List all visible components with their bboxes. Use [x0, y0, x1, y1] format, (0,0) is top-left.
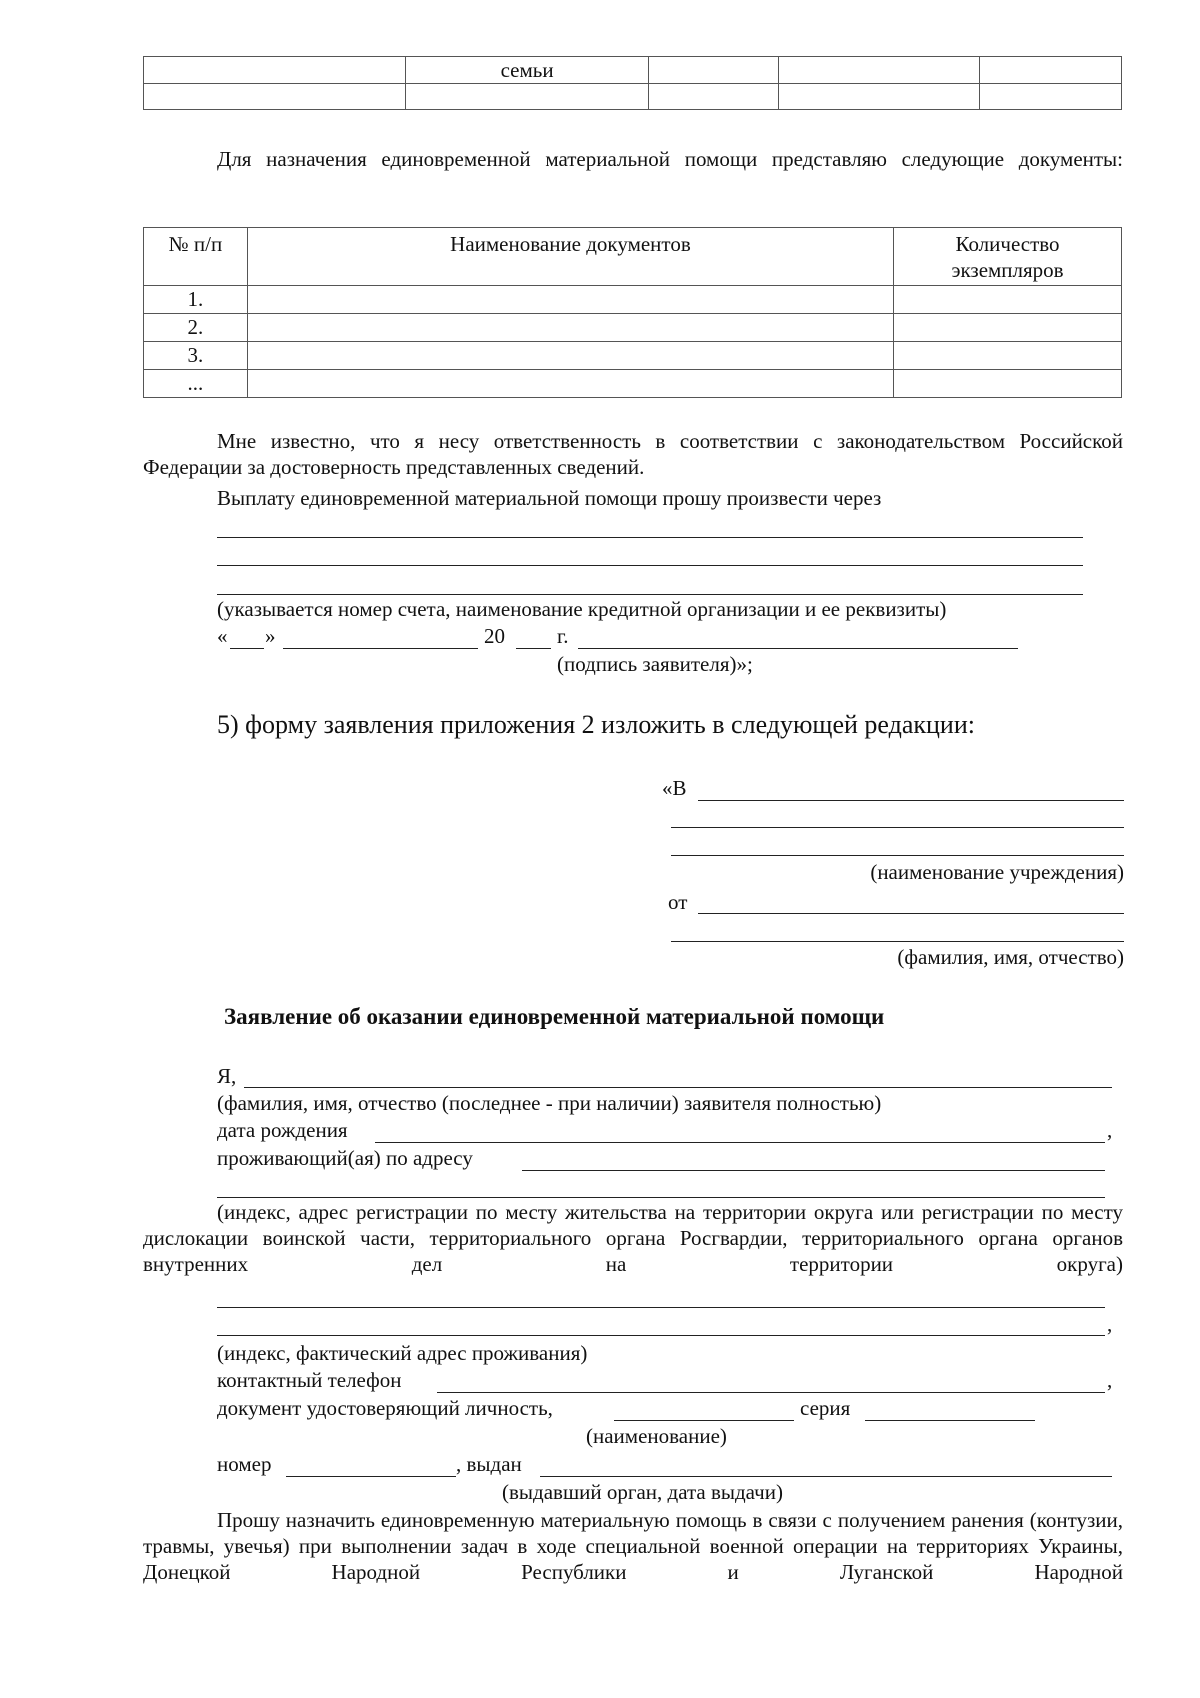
table-row	[144, 84, 1122, 110]
phone-label: контактный телефон	[217, 1368, 402, 1392]
item-5-heading: 5) форму заявления приложения 2 изложить в следующей редакции:	[217, 710, 975, 739]
address-field-2[interactable]	[217, 1197, 1105, 1198]
table-row	[144, 342, 1122, 370]
payment-line-3[interactable]	[217, 594, 1083, 595]
to-prefix: «В	[662, 776, 687, 800]
table-row	[144, 57, 1122, 84]
institution-line-3[interactable]	[671, 855, 1124, 856]
date-day-field[interactable]	[230, 648, 264, 649]
address-field[interactable]	[522, 1170, 1105, 1171]
row-quantity	[894, 314, 1122, 342]
row-quantity	[894, 286, 1122, 314]
actual-address-comma: ,	[1107, 1312, 1113, 1336]
fio-caption: (фамилия, имя, отчество)	[897, 945, 1124, 969]
table-cell: семьи	[405, 57, 649, 84]
issued-by-field[interactable]	[540, 1476, 1112, 1477]
payment-text: Выплату единовременной материальной помощи прошу произвести через	[217, 486, 882, 510]
header-number: № п/п	[144, 228, 248, 286]
header-doc-name: Наименование документов	[247, 228, 893, 286]
institution-caption: (наименование учреждения)	[870, 860, 1124, 884]
table-cell	[144, 84, 406, 110]
id-doc-name-field[interactable]	[614, 1420, 794, 1421]
row-number: ...	[144, 370, 248, 398]
from-line-1[interactable]	[698, 913, 1124, 914]
signature-caption: (подпись заявителя)»;	[557, 652, 753, 676]
date-open-quote: «	[217, 624, 228, 648]
actual-address-caption: (индекс, фактический адрес проживания)	[217, 1341, 588, 1365]
family-table	[143, 56, 1122, 110]
documents-table	[143, 227, 1122, 398]
table-row	[144, 370, 1122, 398]
form-title: Заявление об оказании единовременной материальной помощи	[224, 1004, 885, 1029]
phone-field[interactable]	[437, 1392, 1105, 1393]
number-field[interactable]	[286, 1476, 456, 1477]
applicant-name-field[interactable]	[244, 1087, 1112, 1088]
payment-line-1[interactable]	[217, 537, 1083, 538]
applicant-caption: (фамилия, имя, отчество (последнее - при наличии) заявителя полностью)	[217, 1091, 882, 1115]
table-cell	[649, 57, 779, 84]
table-cell	[779, 84, 980, 110]
request-text: Прошу назначить единовременную материальную помощь в связи с получением ранения (контузии, травмы, увечья) при выполнении задач в ходе специальной военной операции на территориях Украины, Донецкой Народной Республики и Луганской Народной	[143, 1508, 1123, 1584]
table-row	[144, 286, 1122, 314]
responsibility-text: Мне известно, что я несу ответственность в соответствии с законодательством Российской Федерации за достоверность представленных сведений.	[143, 429, 1123, 479]
table-cell	[649, 84, 779, 110]
birth-date-field[interactable]	[375, 1142, 1105, 1143]
actual-address-line-2[interactable]	[217, 1335, 1105, 1336]
signature-field[interactable]	[578, 648, 1018, 649]
payment-line-2[interactable]	[217, 565, 1083, 566]
address-label: проживающий(ая) по адресу	[217, 1146, 473, 1170]
row-number: 1.	[144, 286, 248, 314]
series-field[interactable]	[865, 1420, 1035, 1421]
number-label: номер	[217, 1452, 272, 1476]
date-year-field[interactable]	[516, 648, 551, 649]
date-month-field[interactable]	[283, 648, 478, 649]
row-doc-name	[247, 286, 893, 314]
table-cell	[980, 84, 1122, 110]
birth-label: дата рождения	[217, 1118, 348, 1142]
issuer-caption: (выдавший орган, дата выдачи)	[502, 1480, 783, 1504]
table-cell	[980, 57, 1122, 84]
row-number: 3.	[144, 342, 248, 370]
from-line-2[interactable]	[671, 941, 1124, 942]
row-quantity	[894, 370, 1122, 398]
table-cell	[779, 57, 980, 84]
institution-line-2[interactable]	[671, 827, 1124, 828]
row-quantity	[894, 342, 1122, 370]
table-cell	[144, 57, 406, 84]
registration-caption: (индекс, адрес регистрации по месту жительства на территории округа или регистрации по месту дислокации воинской части, территориального органа Росгвардии, территориального органа органов внутренних дел на территории округа)	[143, 1200, 1123, 1276]
ya-label: Я,	[217, 1064, 237, 1088]
table-header-row	[144, 228, 1122, 286]
table-row	[144, 314, 1122, 342]
institution-line-1[interactable]	[698, 800, 1124, 801]
from-prefix: от	[668, 890, 688, 914]
date-close-quote: »	[265, 624, 276, 648]
row-doc-name	[247, 314, 893, 342]
id-doc-name-caption: (наименование)	[586, 1424, 727, 1448]
row-doc-name	[247, 342, 893, 370]
series-label: серия	[800, 1396, 851, 1420]
id-doc-label: документ удостоверяющий личность,	[217, 1396, 553, 1420]
actual-address-line-1[interactable]	[217, 1307, 1105, 1308]
row-doc-name	[247, 370, 893, 398]
date-g: г.	[557, 624, 569, 648]
date-year-prefix: 20	[484, 624, 505, 648]
issued-label: , выдан	[456, 1452, 522, 1476]
header-quantity: Количество экземпляров	[894, 228, 1122, 286]
phone-comma: ,	[1107, 1368, 1113, 1392]
table-cell	[405, 84, 649, 110]
account-caption: (указывается номер счета, наименование кредитной организации и ее реквизиты)	[217, 597, 947, 621]
row-number: 2.	[144, 314, 248, 342]
birth-comma: ,	[1107, 1118, 1113, 1142]
docs-intro: Для назначения единовременной материальной помощи представляю следующие документы:	[217, 147, 1123, 171]
